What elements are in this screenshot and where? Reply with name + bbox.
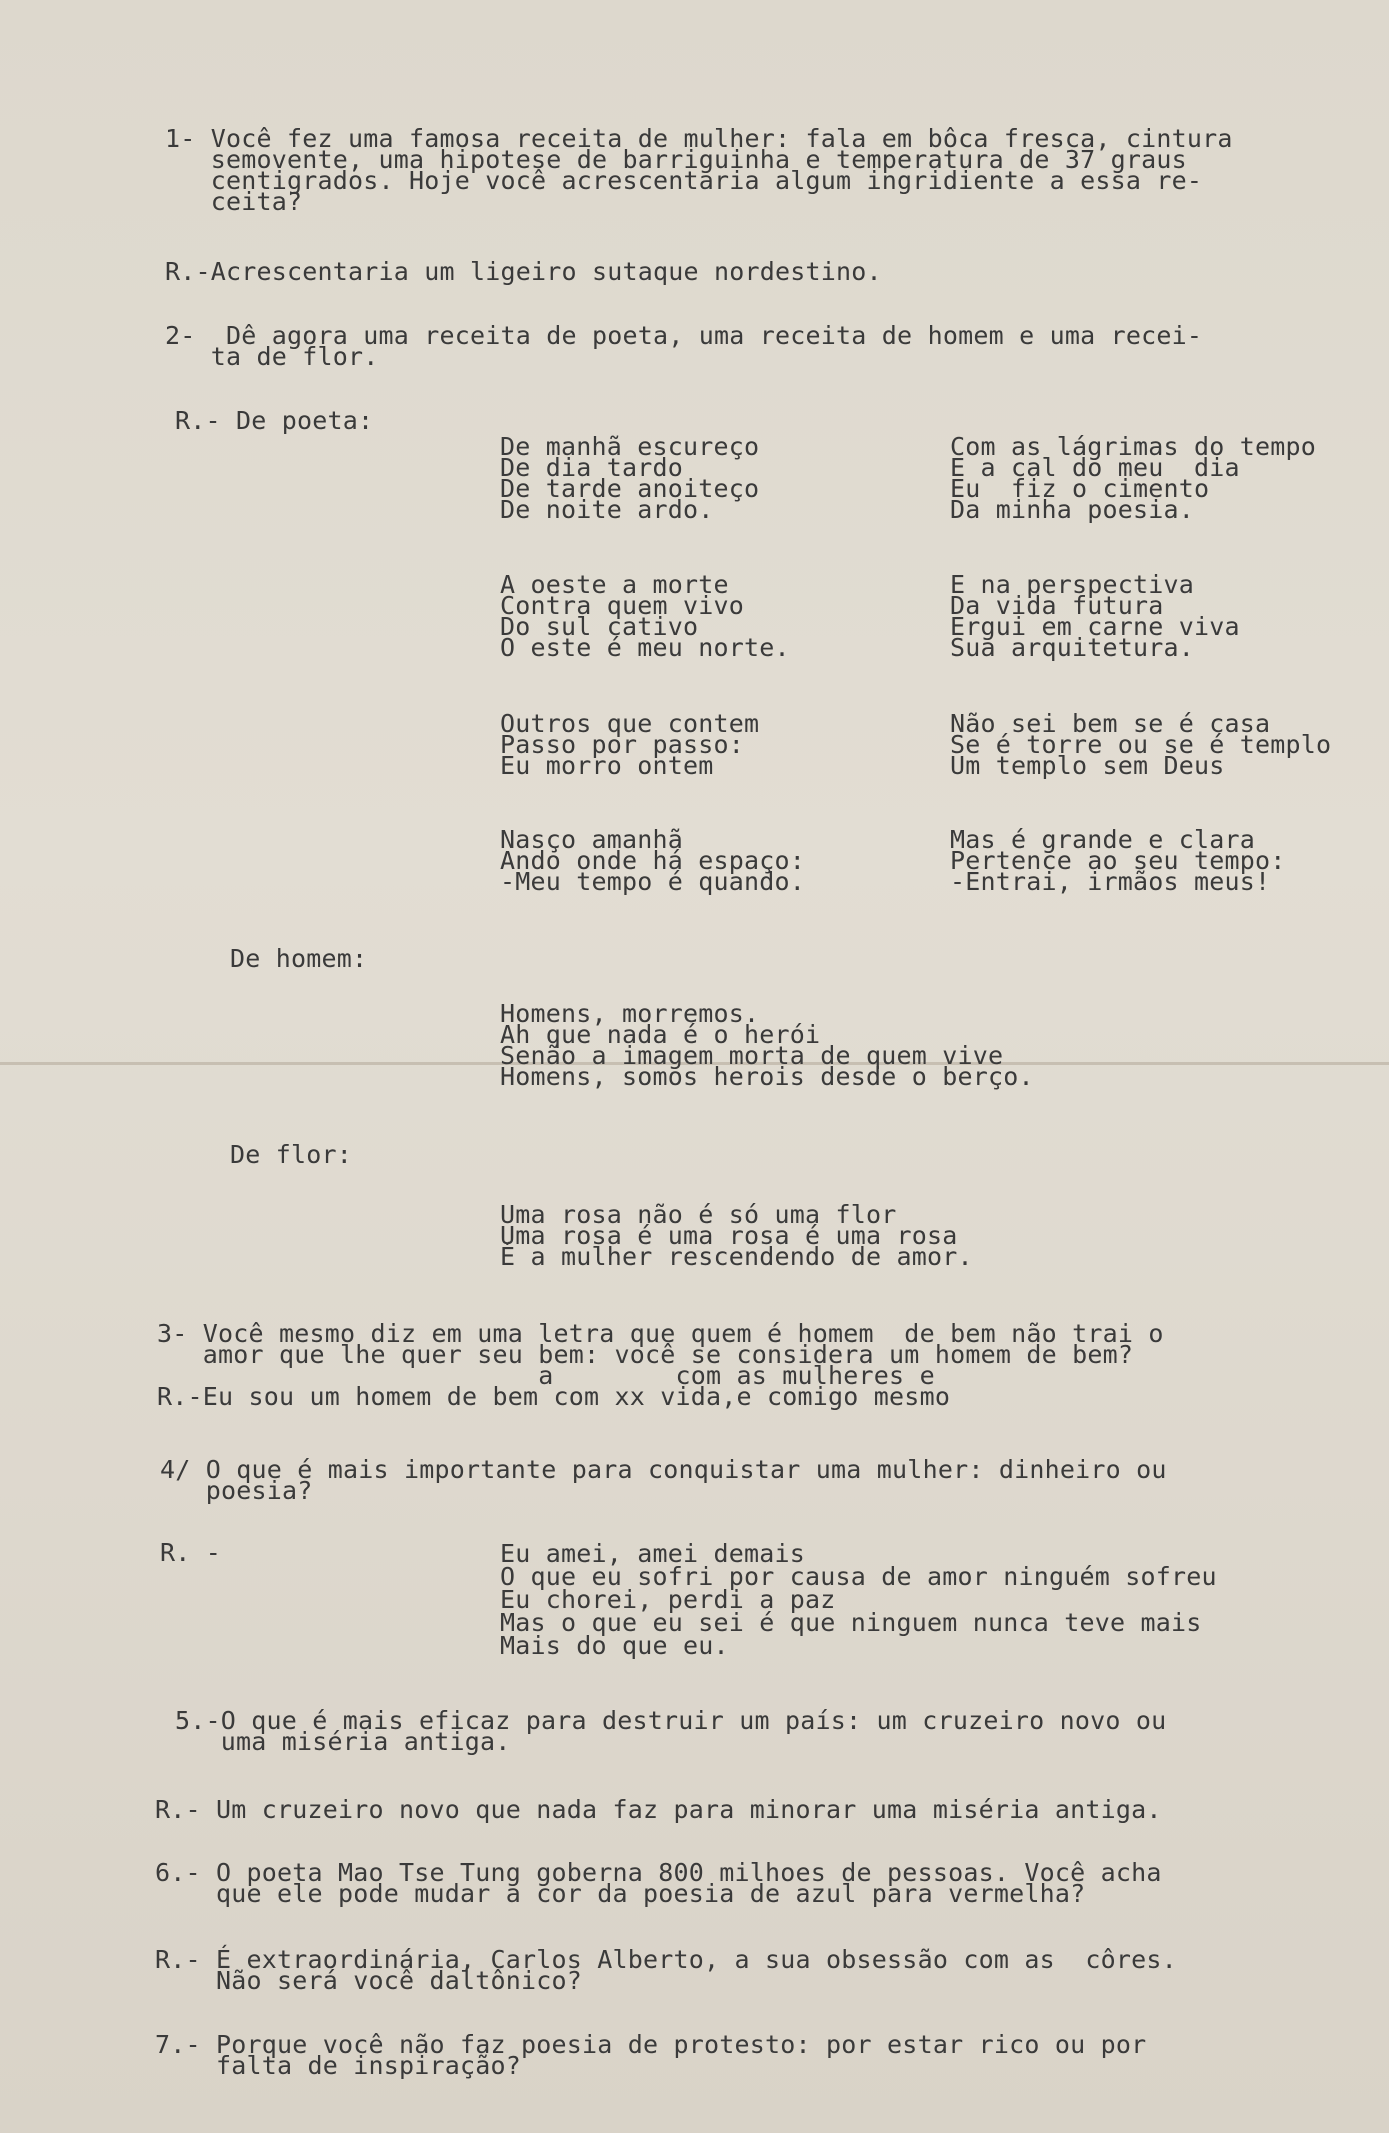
typed-line: Com as lágrimas do tempo: [950, 432, 1317, 461]
typed-line: semovente, uma hipotese de barriguinha e temperatura de 37 graus: [165, 145, 1187, 174]
typed-line: Homens, morremos.: [500, 999, 760, 1028]
typed-line: Não será você daltônico?: [155, 1966, 583, 1995]
typed-line: Eu chorei, perdi a paz: [500, 1585, 836, 1614]
typed-line: Mas o que eu sei é que ninguem nunca teve mais: [500, 1608, 1202, 1637]
typed-line: Eu morro ontem: [500, 751, 714, 780]
typed-line: E na perspectiva: [950, 570, 1195, 599]
typed-line: Do sul cativo: [500, 612, 699, 641]
typed-line: O que eu sofri por causa de amor ninguém sofreu: [500, 1562, 1217, 1591]
typed-line: Um templo sem Deus: [950, 751, 1225, 780]
typed-line: amor que lhe quer seu bem: você se considera um homem de bem?: [157, 1340, 1134, 1369]
typed-line: 2- Dê agora uma receita de poeta, uma receita de homem e uma recei-: [165, 321, 1203, 350]
typed-line: Ando onde há espaço:: [500, 846, 806, 875]
typed-line: De tarde anoiteço: [500, 474, 760, 503]
typed-line: que ele pode mudar a cor da poesia de azul para vermelha?: [155, 1879, 1086, 1908]
typed-line: R.- É extraordinária, Carlos Alberto, a sua obsessão com as côres.: [155, 1945, 1177, 1974]
typed-line: 3- Você mesmo diz em uma letra que quem é homem de bem não trai o: [157, 1319, 1164, 1348]
typed-line: O este é meu norte.: [500, 633, 790, 662]
typed-line: Uma rosa não é só uma flor: [500, 1200, 897, 1229]
typed-line: Ah que nada é o herói: [500, 1020, 821, 1049]
typed-line: Eu amei, amei demais: [500, 1539, 806, 1568]
typed-line: Nasço amanhã: [500, 825, 684, 854]
typed-line: R.- De poeta:: [175, 406, 374, 435]
typed-line: Outros que contem: [500, 709, 760, 738]
typed-line: 6.- O poeta Mao Tse Tung goberna 800 milhoes de pessoas. Você acha: [155, 1858, 1162, 1887]
typed-line: R. -: [160, 1538, 222, 1567]
typed-line: a com as mulheres e: [157, 1361, 935, 1390]
typed-line: Não sei bem se é casa: [950, 709, 1271, 738]
typed-line: De homem:: [230, 944, 368, 973]
typed-line: Pertence ao seu tempo:: [950, 846, 1286, 875]
typed-line: Uma rosa é uma rosa é uma rosa: [500, 1221, 958, 1250]
typed-line: 4/ O que é mais importante para conquistar uma mulher: dinheiro ou: [160, 1455, 1167, 1484]
typed-line: E a cal do meu dia: [950, 453, 1240, 482]
typed-line: De noite ardo.: [500, 495, 714, 524]
typed-line: 5.-O que é mais eficaz para destruir um país: um cruzeiro novo ou: [175, 1706, 1167, 1735]
typed-line: -Meu tempo é quando.: [500, 867, 806, 896]
typed-line: Contra quem vivo: [500, 591, 745, 620]
typed-line: Homens, somos herois desde o berço.: [500, 1062, 1034, 1091]
typed-line: Eu fiz o cimento: [950, 474, 1210, 503]
typed-line: R.-Eu sou um homem de bem com xx vida,e comigo mesmo: [157, 1382, 951, 1411]
typed-line: Mas é grande e clara: [950, 825, 1256, 854]
typed-line: 7.- Porque você não faz poesia de protesto: por estar rico ou por: [155, 2030, 1147, 2059]
typed-line: uma miséria antiga.: [175, 1727, 511, 1756]
typed-line: É a mulher rescendendo de amor.: [500, 1242, 973, 1271]
typed-line: Sua arquitetura.: [950, 633, 1195, 662]
typed-line: -Entrai, irmãos meus!: [950, 867, 1271, 896]
typed-line: ceita?: [165, 187, 303, 216]
typed-line: poesia?: [160, 1476, 313, 1505]
typed-line: 1- Você fez uma famosa receita de mulher: fala em bôca fresca, cintura: [165, 124, 1233, 153]
typed-line: Se é torre ou se é templo: [950, 730, 1332, 759]
typed-line: centigrados. Hoje você acrescentaria algum ingridiente a essa re-: [165, 166, 1203, 195]
typed-line: Ergui em carne viva: [950, 612, 1240, 641]
typed-line: R.- Um cruzeiro novo que nada faz para minorar uma miséria antiga.: [155, 1795, 1162, 1824]
typed-line: Mais do que eu.: [500, 1631, 729, 1660]
typed-line: ta de flor.: [165, 342, 379, 371]
typed-line: A oeste a morte: [500, 570, 729, 599]
typed-line: R.-Acrescentaria um ligeiro sutaque nordestino.: [165, 257, 882, 286]
typed-line: Da vida futura: [950, 591, 1164, 620]
typed-line: falta de inspiração?: [155, 2051, 522, 2080]
typed-line: Da minha poesia.: [950, 495, 1195, 524]
typed-line: De manhã escureço: [500, 432, 760, 461]
typed-line: Passo por passo:: [500, 730, 745, 759]
typed-line: De dia tardo: [500, 453, 684, 482]
typed-line: De flor:: [230, 1140, 353, 1169]
typed-line: Senão a imagem morta de quem vive: [500, 1041, 1004, 1070]
